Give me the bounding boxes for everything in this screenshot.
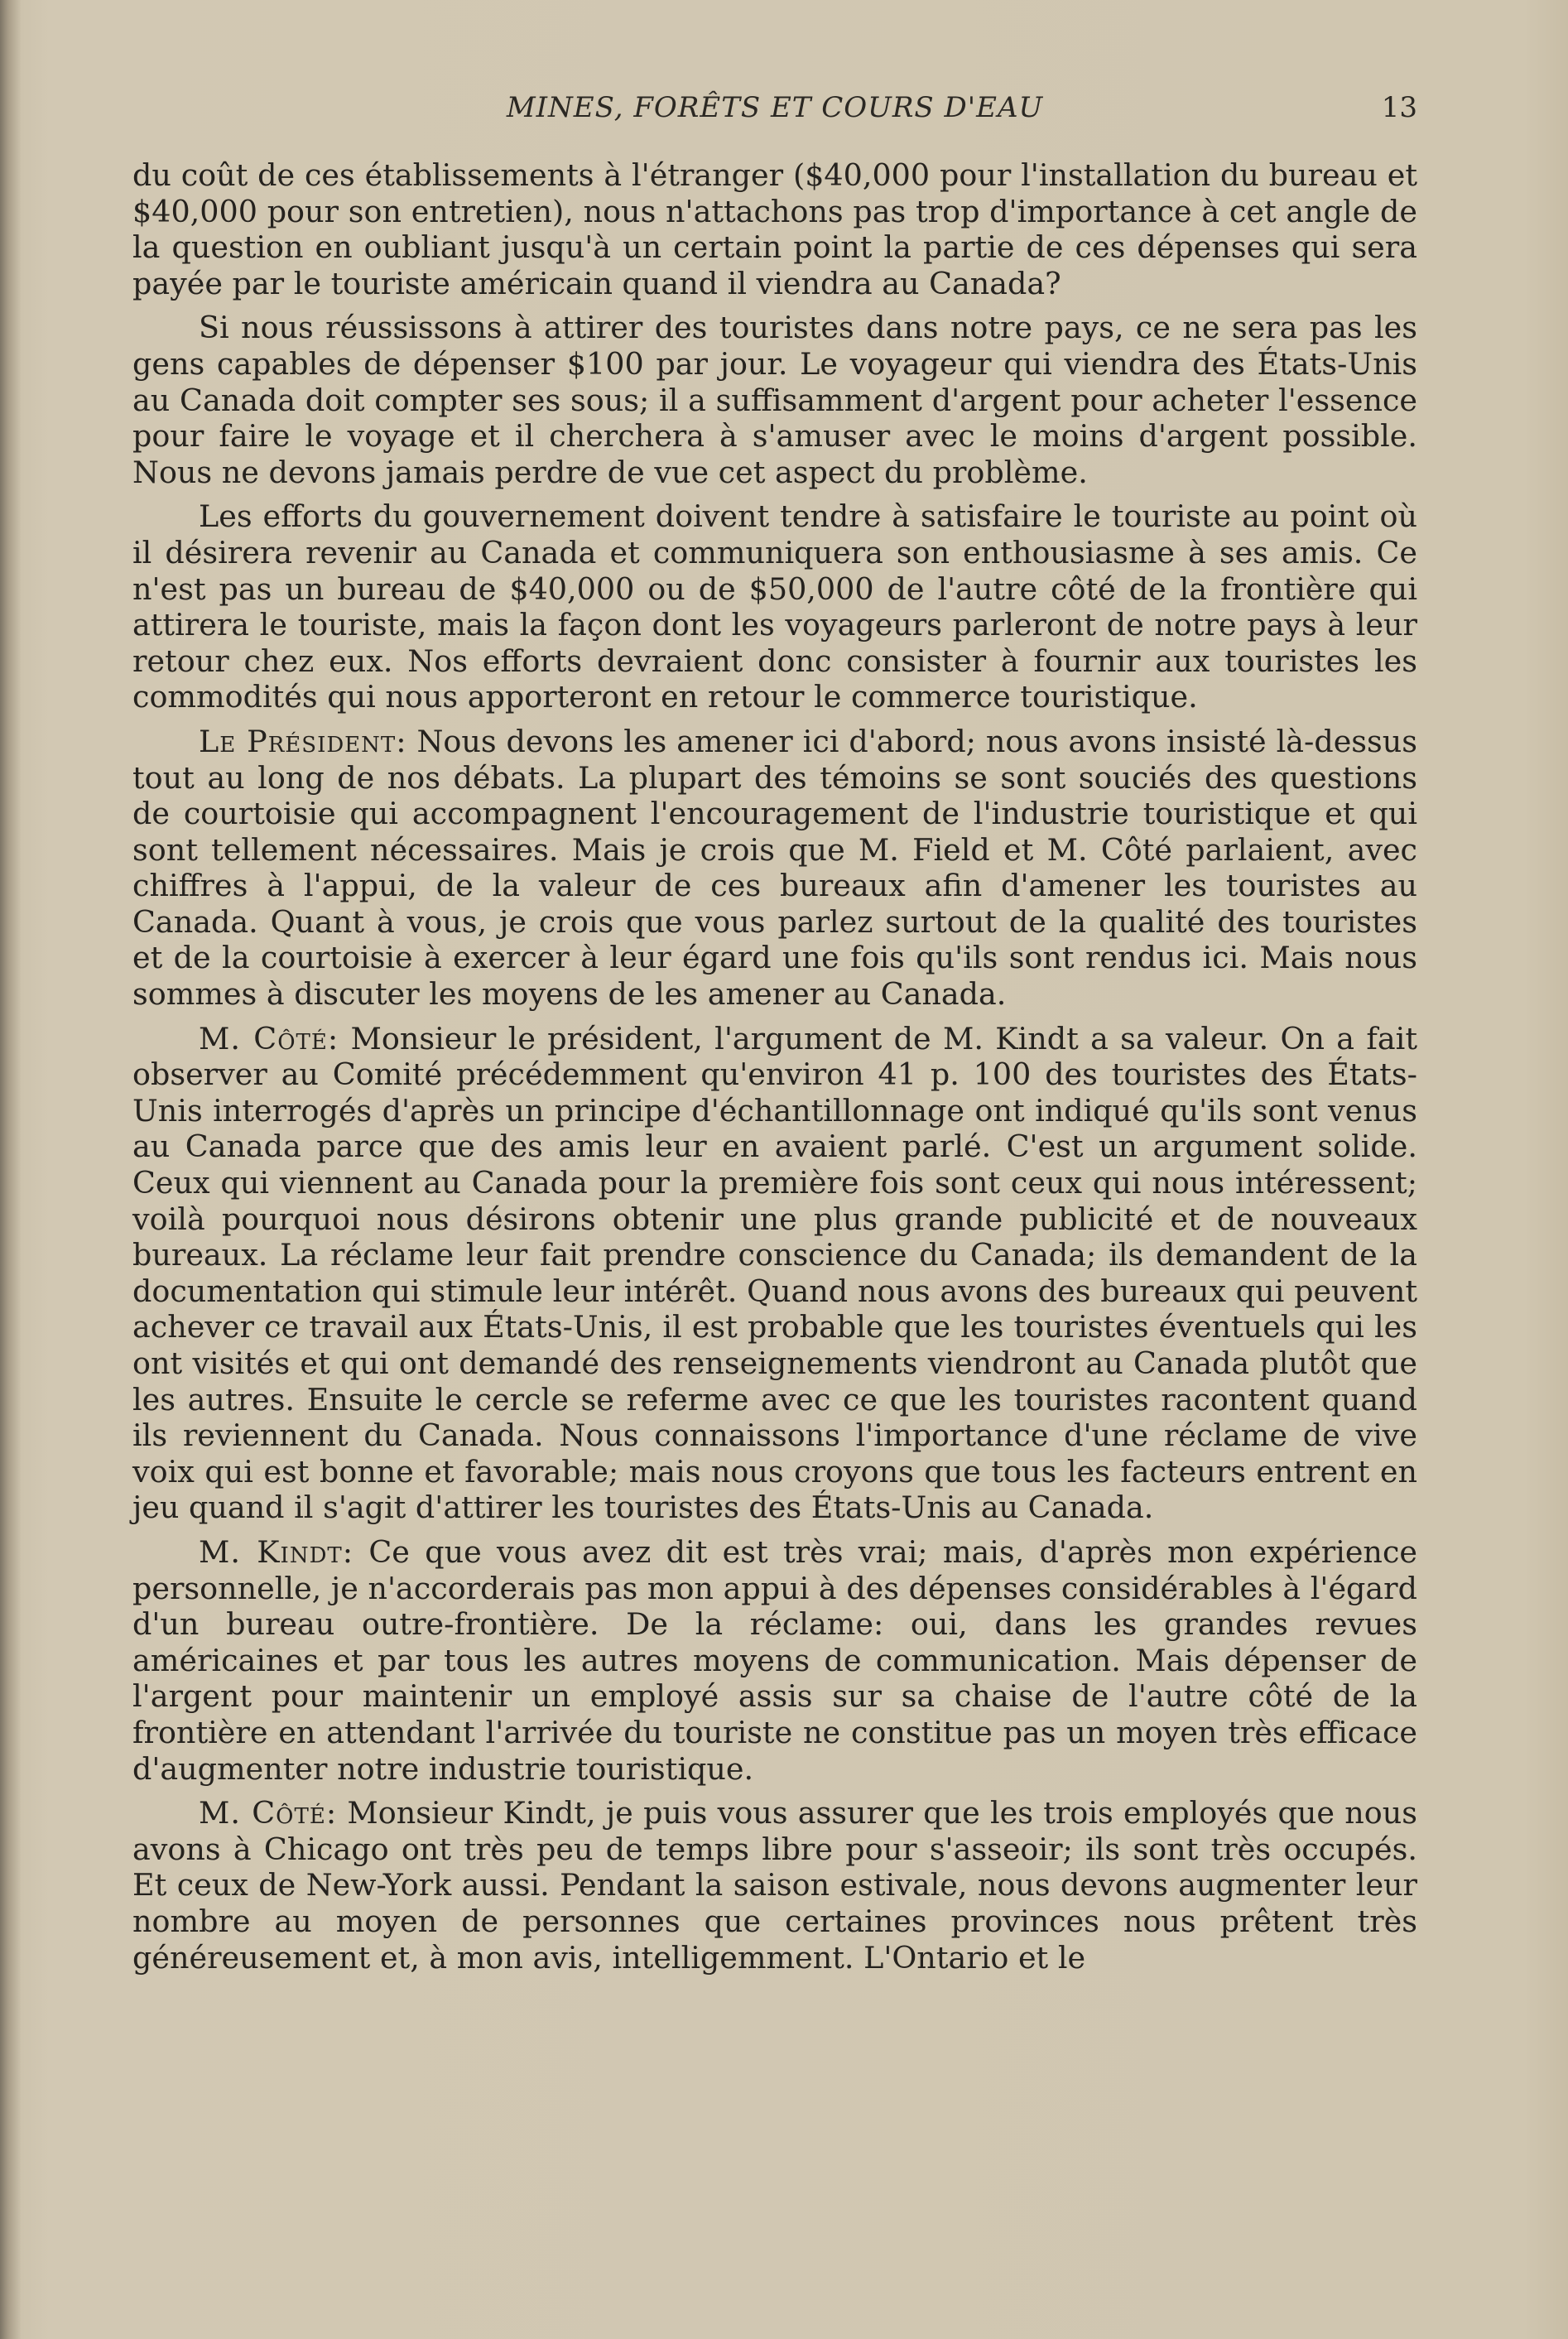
paragraph-2 bbox=[132, 310, 1417, 490]
paragraph-text: Monsieur le président, l'argument de M. Kindt a sa valeur. On a fait observer au Comité précédemment qu'environ 41 p. 100 des touristes des États-Unis interrogés d'après un principe d'échantillonnage ont indiqué qu'ils sont venus au Canada parce que des amis leur en avaient parlé. C'est un argument solide. Ceux qui viennent au Canada pour la première fois sont ceux qui nous intéressent; voilà pourquoi nous désirons obtenir une plus grande publicité et de nouveaux bureaux. La réclame leur fait prendre conscience du Canada; ils demandent de la documentation qui stimule leur intérêt. Quand nous avons des bureaux qui peuvent achever ce travail aux États-Unis, il est probable que les touristes éventuels qui les ont visités et qui ont demandé des renseignements viendront au Canada plutôt que les autres. Ensuite le cercle se referme avec ce que les touristes racontent quand ils reviennent du Canada. Nous connaissons l'importance d'une réclame de vive voix qui est bonne et favorable; mais nous croyons que tous les facteurs entrent en jeu quand il s'agit d'attirer les touristes des États-Unis au Canada. bbox=[132, 1020, 1417, 1526]
paragraph-text: Monsieur Kindt, je puis vous assurer que les trois employés que nous avons à Chicago ont très peu de temps libre pour s'asseoir; ils sont très occupés. Et ceux de New-York aussi. Pendant la saison estivale, nous devons augmenter leur nombre au moyen de personnes que certaines provinces nous prêtent très généreusement et, à mon avis, intelligemment. L'Ontario et le bbox=[132, 1795, 1417, 1976]
paragraph-4 bbox=[132, 724, 1417, 1013]
paragraph-text: Nous devons les amener ici d'abord; nous avons insisté là-dessus tout au long de nos débats. La plupart des témoins se sont souciés des questions de courtoisie qui accompagnent l'encouragement de l'industrie touristique et qui sont tellement nécessaires. Mais je crois que M. Field et M. Côté parlaient, avec chiffres à l'appui, de la valeur de ces bureaux afin d'amener les touristes au Canada. Quant à vous, je crois que vous parlez surtout de la qualité des touristes et de la courtoisie à exercer à leur égard une fois qu'ils sont rendus ici. Mais nous sommes à discuter les moyens de les amener au Canada. bbox=[132, 723, 1418, 1013]
paragraph-5 bbox=[132, 1021, 1417, 1526]
paragraph-3 bbox=[132, 498, 1417, 715]
running-title: MINES, FORÊTS ET COURS D'EAU bbox=[506, 91, 1044, 124]
paragraph-text: Les efforts du gouvernement doivent tendre à satisfaire le touriste au point où il désirera revenir au Canada et communiquera son enthousiasme à ses amis. Ce n'est pas un bureau de $40,000 ou de $50,000 de l'autre côté de la frontière qui attirera le touriste, mais la façon dont les voyageurs parleront de notre pays à leur retour chez eux. Nos efforts devraient donc consister à fournir aux touristes les commodités qui nous apporteront en retour le commerce touristique. bbox=[132, 498, 1417, 715]
page-number: 13 bbox=[1381, 91, 1417, 124]
running-head bbox=[132, 83, 1417, 132]
paragraph-1 bbox=[132, 157, 1417, 301]
body-text bbox=[132, 157, 1417, 1984]
paragraph-text: Si nous réussissons à attirer des touristes dans notre pays, ce ne sera pas les gens capables de dépenser $100 par jour. Le voyageur qui viendra des États-Unis au Canada doit compter ses sous; il a suffisamment d'argent pour acheter l'essence pour faire le voyage et il cherchera à s'amuser avec le moins d'argent possible. Nous ne devons jamais perdre de vue cet aspect du problème. bbox=[132, 310, 1417, 490]
speaker-name: M. Kindt: bbox=[199, 1533, 354, 1570]
paragraph-6 bbox=[132, 1534, 1417, 1787]
speaker-name: M. Côté: bbox=[199, 1795, 338, 1831]
speaker-name: M. Côté: bbox=[199, 1020, 339, 1056]
paragraph-7 bbox=[132, 1795, 1417, 1976]
paragraph-text: du coût de ces établissements à l'étranger ($40,000 pour l'installation du bureau et $40,000 pour son entretien), nous n'attachons pas trop d'importance à cet angle de la question en oubliant jusqu'à un certain point la partie de ces dépenses qui sera payée par le touriste américain quand il viendra au Canada? bbox=[132, 157, 1417, 301]
speaker-name: Le Président: bbox=[199, 723, 407, 759]
paragraph-text: Ce que vous avez dit est très vrai; mais, d'après mon expérience personnelle, je n'accorderais pas mon appui à des dépenses considérables à l'égard d'un bureau outre-frontière. De la réclame: oui, dans les grandes revues américaines et par tous les autres moyens de communication. Mais dépenser de l'argent pour maintenir un employé assis sur sa chaise de l'autre côté de la frontière en attendant l'arrivée du touriste ne constitue pas un moyen très efficace d'augmenter notre industrie touristique. bbox=[132, 1533, 1417, 1787]
